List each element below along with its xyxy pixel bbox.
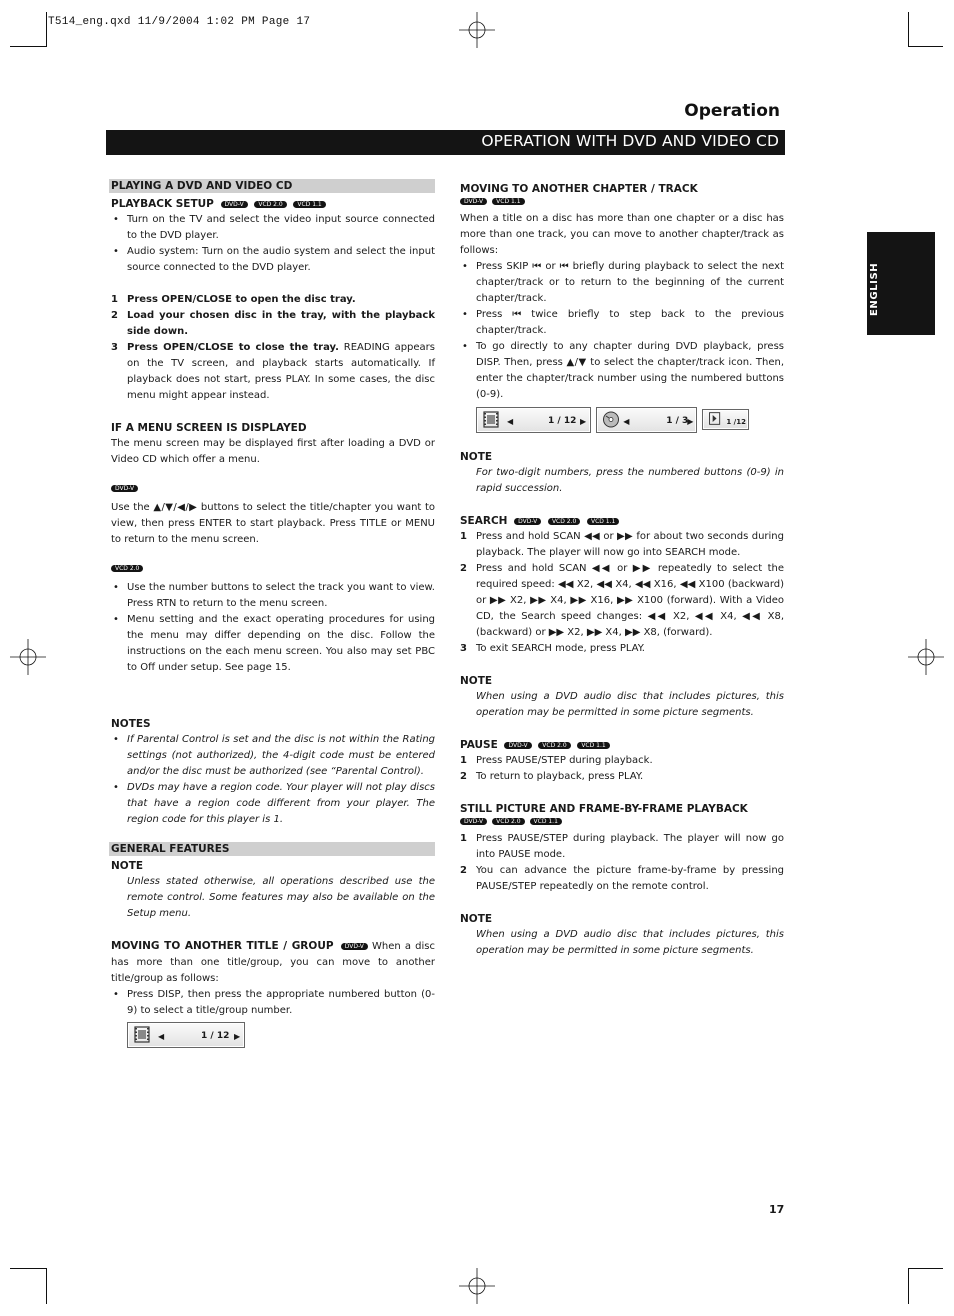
list-item: • Press DISP, then press the appropriate numbered button (0-9) to select a title/group number.	[111, 987, 435, 1019]
registration-mark-icon	[10, 639, 46, 675]
list-item: • Press ⏮ twice briefly to step back to the previous chapter/track.	[460, 307, 784, 339]
paragraph: Use the ▲/▼/◀/▶ buttons to select the title/chapter you want to view, then press ENTER to start playback. Press TITLE or MENU to return to the menu screen.	[111, 502, 435, 545]
crop-mark	[908, 1268, 943, 1269]
dvd-badge: DVD-V	[504, 742, 531, 749]
vcd1-badge: VCD 1.1	[577, 742, 609, 749]
film-strip-icon	[133, 1026, 151, 1043]
right-arrow-icon: ▶	[234, 1032, 241, 1041]
paragraph: The menu screen may be displayed first after loading a DVD or Video CD which offer a menu.	[111, 438, 435, 465]
vcd2-badge: VCD 2.0	[254, 201, 286, 208]
osd-track-display	[596, 407, 697, 433]
dvd-badge: DVD-V	[111, 485, 138, 492]
osd-title-display	[127, 1022, 245, 1048]
registration-mark-icon	[459, 1268, 495, 1304]
crop-mark	[10, 46, 47, 47]
list-item: • Use the number buttons to select the track you want to view. Press RTN to return to the menu screen.	[111, 580, 435, 612]
osd-small-display	[702, 409, 749, 430]
subheading-menu-screen: IF A MENU SCREEN IS DISPLAYED	[111, 422, 307, 434]
chapter-icon	[708, 411, 722, 426]
step-item: 2 To return to playback, press PLAY.	[460, 771, 644, 782]
osd-value: 1 / 12	[201, 1031, 230, 1041]
dvd-badge: DVD-V	[460, 818, 487, 825]
left-arrow-icon: ◀	[623, 417, 630, 426]
vcd2-badge: VCD 2.0	[538, 742, 570, 749]
note-text: When using a DVD audio disc that includes pictures, this operation may be permitted in some picture segments.	[476, 691, 784, 718]
subheading-pause: PAUSE DVD-V VCD 2.0 VCD 1.1	[460, 737, 784, 753]
step-item: 2 You can advance the picture frame-by-frame by pressing PAUSE/STEP repeatedly on the remote control.	[460, 865, 784, 892]
step-item: 2 Load your chosen disc in the tray, with the playback side down.	[111, 310, 435, 337]
vcd1-badge: VCD 1.1	[587, 518, 619, 525]
subheading-chapter: MOVING TO ANOTHER CHAPTER / TRACK	[460, 183, 698, 195]
crop-mark	[46, 12, 47, 47]
step-item: 3 Press OPEN/CLOSE to close the tray. READING appears on the TV screen, and playback starts automatically. If playback does not start, press PLAY. In some cases, the disc menu might appear instead.	[111, 342, 435, 401]
step-item: 3 To exit SEARCH mode, press PLAY.	[460, 643, 645, 654]
crop-mark	[908, 12, 909, 47]
section-heading-playing: PLAYING A DVD AND VIDEO CD	[109, 179, 435, 193]
note-text: For two-digit numbers, press the numbered buttons (0-9) in rapid succession.	[476, 467, 784, 494]
section-title-bar	[106, 130, 785, 155]
badge-row	[460, 197, 784, 209]
film-strip-icon	[482, 411, 500, 428]
osd-value: 1 / 3	[666, 416, 689, 426]
right-column	[460, 181, 784, 959]
crop-mark	[908, 1268, 909, 1304]
left-arrow-icon: ◀	[507, 417, 514, 426]
disc-icon	[602, 411, 620, 428]
dvd-badge: DVD-V	[221, 201, 248, 208]
registration-mark-icon	[459, 12, 495, 48]
step-item: 1 Press PAUSE/STEP during playback. The player will now go into PAUSE mode.	[460, 833, 784, 860]
badge-row	[111, 484, 435, 496]
list-item: • DVDs may have a region code. Your player will not play discs that have a region code different from your player. The region code for this player is 1.	[111, 780, 435, 828]
list-item: • Audio system: Turn on the audio system and select the input source connected to the DVD player.	[111, 244, 435, 276]
osd-value: 1 /12	[726, 418, 746, 426]
subheading-still-picture: STILL PICTURE AND FRAME-BY-FRAME PLAYBACK	[460, 803, 748, 815]
left-arrow-icon: ◀	[158, 1032, 165, 1041]
dvd-badge: DVD-V	[460, 198, 487, 205]
vcd2-badge: VCD 2.0	[492, 818, 524, 825]
badge-row	[111, 564, 435, 576]
step-item: 1 Press PAUSE/STEP during playback.	[460, 755, 653, 766]
step-item: 1 Press OPEN/CLOSE to open the disc tray.	[111, 294, 356, 305]
list-item: • If Parental Control is set and the disc is not within the Rating settings (not authorized), the 4-digit code must be entered and/or the disc must be authorized (see “Parental Control).	[111, 732, 435, 780]
chapter-title: Operation	[684, 101, 780, 121]
language-tab	[867, 232, 935, 335]
note-text: Unless stated otherwise, all operations described use the remote control. Some features may also be available on the Setup menu.	[127, 876, 435, 919]
note-heading: NOTE	[460, 451, 493, 463]
file-slug: T514_eng.qxd 11/9/2004 1:02 PM Page 17	[48, 16, 311, 28]
crop-mark	[10, 1268, 47, 1269]
osd-chapter-display	[476, 407, 591, 433]
vcd2-badge: VCD 2.0	[548, 518, 580, 525]
vcd1-badge: VCD 1.1	[293, 201, 325, 208]
paragraph: When a title on a disc has more than one chapter or a disc has more than one track, you can move to another chapter/track as follows:	[460, 213, 784, 256]
list-item: • Menu setting and the exact operating procedures for using the menu may differ depending on the disc. Follow the instructions on the each menu screen. You also may set PBC to Off under setup. See page 15.	[111, 612, 435, 676]
note-heading: NOTE	[460, 913, 493, 925]
subheading-playback-setup: PLAYBACK SETUP DVD-V VCD 2.0 VCD 1.1	[111, 196, 435, 212]
language-tab-label: ENGLISH	[869, 262, 880, 316]
section-title: OPERATION WITH DVD AND VIDEO CD	[481, 132, 779, 150]
list-item: • Turn on the TV and select the video input source connected to the DVD player.	[111, 212, 435, 244]
osd-value: 1 / 12	[548, 416, 577, 426]
page-number: 17	[769, 1203, 785, 1216]
right-arrow-icon: ▶	[580, 417, 587, 426]
section-heading-general: GENERAL FEATURES	[109, 842, 435, 856]
dvd-badge: DVD-V	[341, 943, 368, 950]
notes-heading: NOTES	[111, 718, 151, 730]
note-heading: NOTE	[111, 860, 144, 872]
crop-mark	[46, 1268, 47, 1304]
left-column	[111, 179, 435, 1048]
vcd2-badge: VCD 2.0	[111, 565, 143, 572]
list-item: • To go directly to any chapter during DVD playback, press DISP. Then, press ▲/▼ to select the chapter/track icon. Then, enter the chapter/track number using the numbered buttons (0-9).	[460, 339, 784, 403]
step-item: 2 Press and hold SCAN ◀◀ or ▶▶ repeatedly to select the required speed: ◀◀ X2, ◀◀ X4, ◀◀ X16, ◀◀ X100 (backward) or ▶▶ X2, ▶▶ X4, ▶▶ X16, ▶▶ X100 (forward). With a Video CD, the Search speed changes: ◀◀ X2, ◀◀ X4, ◀◀ X8, (backward) or ▶▶ X2, ▶▶ X4, ▶▶ X8, (forward).	[460, 563, 784, 638]
vcd1-badge: VCD 1.1	[492, 198, 524, 205]
vcd1-badge: VCD 1.1	[530, 818, 562, 825]
list-item: • Press SKIP ⏮ or ⏮ briefly during playback to select the next chapter/track or to return to the beginning of the current chapter/track.	[460, 259, 784, 307]
paragraph: MOVING TO ANOTHER TITLE / GROUP DVD-V When a disc has more than one title/group, you can move to another title/group as follows:	[111, 940, 435, 984]
registration-mark-icon	[908, 639, 944, 675]
subheading-search: SEARCH DVD-V VCD 2.0 VCD 1.1	[460, 513, 784, 529]
note-text: When using a DVD audio disc that includes pictures, this operation may be permitted in some picture segments.	[476, 929, 784, 956]
crop-mark	[908, 46, 943, 47]
note-heading: NOTE	[460, 675, 493, 687]
right-arrow-icon: ▶	[687, 417, 694, 426]
step-item: 1 Press and hold SCAN ◀◀ or ▶▶ for about two seconds during playback. The player will now go into SEARCH mode.	[460, 531, 784, 558]
badge-row	[460, 817, 784, 829]
dvd-badge: DVD-V	[514, 518, 541, 525]
